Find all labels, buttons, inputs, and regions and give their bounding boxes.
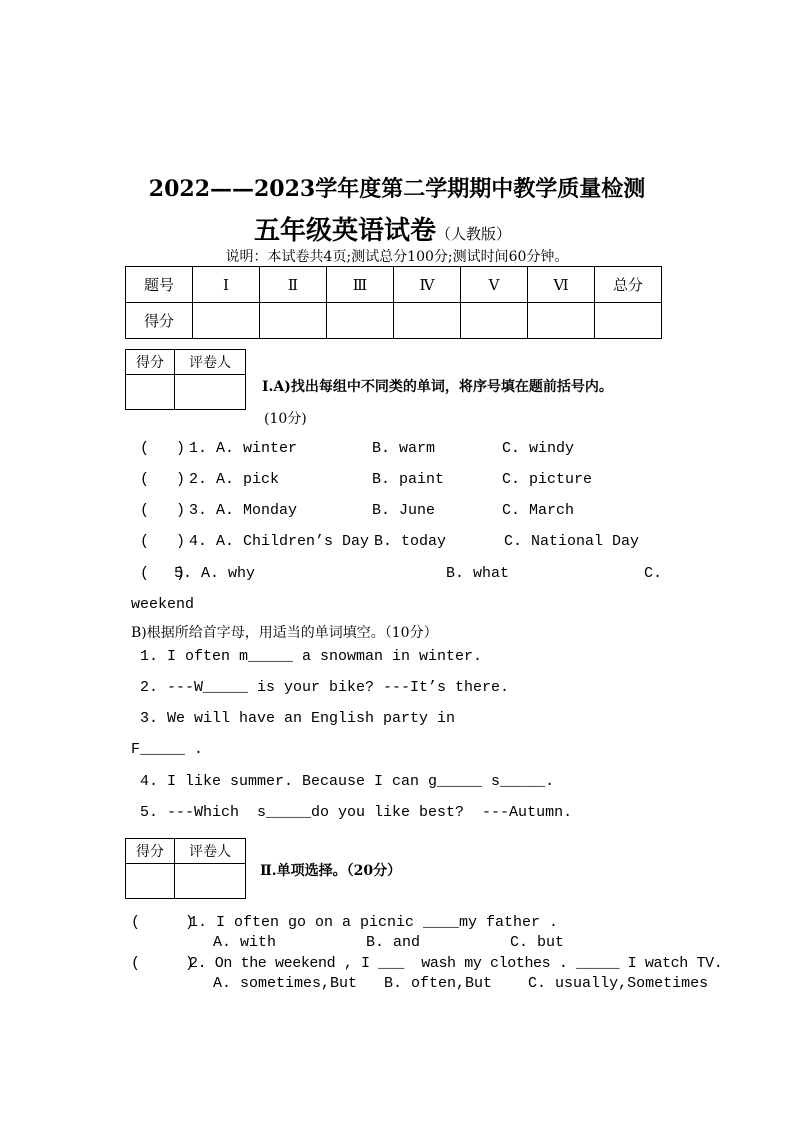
grader-score-blank (126, 375, 175, 410)
item-option-a: 2. A. pick (189, 471, 280, 488)
score-row-label: 得分 (126, 303, 193, 339)
score-table-score-row (126, 303, 662, 339)
question-text: 1. I often go on a picnic ____my father . (189, 914, 559, 931)
exam-subtitle (254, 210, 511, 247)
part-b-heading: B)根据所给首字母，用适当的单词填空。（10分） (131, 625, 438, 641)
item-option-c: C. picture (502, 471, 593, 488)
grader-name-label: 评卷人 (175, 350, 246, 375)
item-option-a: 4. A. Children’s Day (189, 533, 370, 550)
grader-name-label: 评卷人 (175, 839, 246, 864)
score-table-cell: 总分 (595, 267, 662, 303)
score-table-cell: Ⅵ (528, 267, 595, 303)
item-option-b: B. warm (372, 440, 436, 457)
grader-score-label: 得分 (126, 350, 175, 375)
section2-heading: Ⅱ.单项选择。（20分） (260, 863, 402, 879)
section1-points: (10分) (264, 411, 307, 427)
question-text: 2. On the weekend , I ___ wash my clothes . _____ I watch TV. (189, 955, 723, 972)
item-option-a: 3. A. Monday (189, 502, 298, 519)
score-table-cell: Ⅱ (260, 267, 327, 303)
grader-box-2 (125, 838, 246, 899)
score-blank-cell (193, 303, 260, 339)
answer-bracket: ( ) (131, 914, 195, 931)
grader-score-label: 得分 (126, 839, 175, 864)
fill-item-wrap: F_____ . (131, 741, 204, 758)
question-options: A. with B. and C. but (213, 934, 565, 951)
score-blank-cell (394, 303, 461, 339)
fill-item: 2. ---W_____ is your bike? ---It’s there. (140, 679, 510, 696)
answer-bracket: ( ) (131, 955, 195, 972)
item-option-b: B. what (446, 565, 510, 582)
answer-bracket: ( ) (140, 502, 186, 519)
item-option-b: B. June (372, 502, 436, 519)
fill-item: 4. I like summer. Because I can g_____ s_____. (140, 773, 555, 790)
answer-bracket: ( ) (140, 440, 186, 457)
score-blank-cell (461, 303, 528, 339)
item-option-b: B. today (374, 533, 447, 550)
score-blank-cell (595, 303, 662, 339)
fill-item: 5. ---Which s_____do you like best? ---Autumn. (140, 804, 573, 821)
item-option-a: 1. A. winter (189, 440, 298, 457)
section1-heading: Ⅰ.A)找出每组中不同类的单词，将序号填在题前括号内。 (262, 379, 613, 395)
answer-bracket: ( ) (140, 565, 186, 582)
fill-item: 1. I often m_____ a snowman in winter. (140, 648, 483, 665)
score-table-cell: Ⅴ (461, 267, 528, 303)
question-options: A. sometimes,But B. often,But C. usually,Sometimes (213, 975, 709, 992)
score-blank-cell (528, 303, 595, 339)
score-table-cell: Ⅰ (193, 267, 260, 303)
item-option-a: 5. A. why (174, 565, 256, 582)
grader-box-1 (125, 349, 246, 410)
item-option-c: C. (644, 565, 663, 582)
answer-bracket: ( ) (140, 533, 186, 550)
score-blank-cell (327, 303, 394, 339)
grader-score-blank (126, 864, 175, 899)
exam-edition: （人教版） (436, 225, 512, 243)
exam-title: 2022——2023学年度第二学期期中教学质量检测 (148, 176, 646, 202)
answer-bracket: ( ) (140, 471, 186, 488)
fill-item: 3. We will have an English party in (140, 710, 456, 727)
item-option-b: B. paint (372, 471, 445, 488)
score-table-cell: Ⅳ (394, 267, 461, 303)
grader-name-blank (175, 864, 246, 899)
item-option-c: C. March (502, 502, 575, 519)
score-table-cell: 题号 (126, 267, 193, 303)
score-table-header-row (126, 267, 662, 303)
item5-option-c-wrap: weekend (131, 596, 195, 613)
grader-name-blank (175, 375, 246, 410)
score-table-cell: Ⅲ (327, 267, 394, 303)
score-table (125, 266, 662, 339)
item-option-c: C. National Day (504, 533, 640, 550)
exam-subtitle-main: 五年级英语试卷 (254, 216, 437, 246)
item-option-c: C. windy (502, 440, 575, 457)
exam-instructions: 说明：本试卷共4页;测试总分100分;测试时间60分钟。 (225, 249, 569, 265)
score-blank-cell (260, 303, 327, 339)
